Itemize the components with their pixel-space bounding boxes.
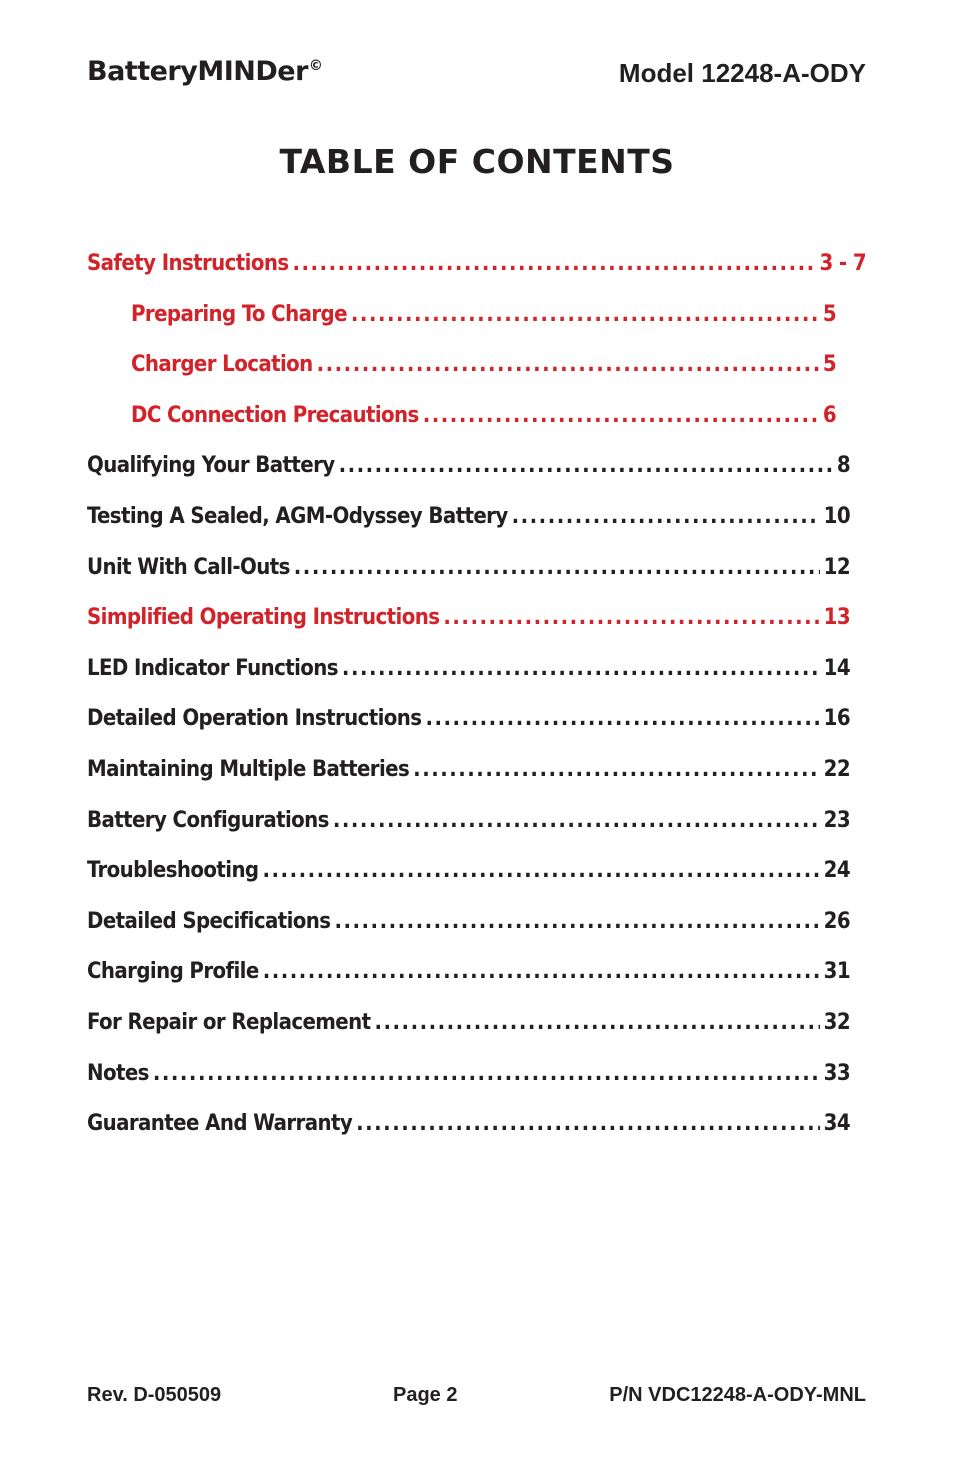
toc-leader-dots [375,1006,820,1040]
toc-entry-page: 14 [823,655,850,681]
toc-leader-dots [356,1107,820,1141]
toc-entry[interactable] [87,500,850,534]
toc-entry[interactable] [87,955,850,989]
toc-entry-page: 22 [823,757,850,782]
toc-leader-dots [263,955,820,989]
toc-leader-dots [317,348,819,382]
toc-entry-label: Safety Instructions [87,251,289,276]
toc-entry[interactable] [87,702,850,736]
toc-entry[interactable] [87,1057,850,1091]
toc-leader-dots [334,905,819,939]
toc-leader-dots [342,652,820,686]
page-title: TABLE OF CONTENTS [279,142,675,181]
toc-entry-page: 5 [822,301,836,327]
toc-entry-page: 34 [823,1111,850,1137]
toc-entry[interactable] [87,1006,850,1040]
brand-logo [87,56,322,87]
toc-entry[interactable] [87,551,850,585]
toc-entry-page: 16 [823,706,850,732]
toc-entry-page: 5 [822,352,836,378]
toc-entry-label: Notes [87,1060,149,1086]
toc-entry-label: Qualifying Your Battery [87,453,335,479]
toc-leader-dots [294,551,820,585]
footer-page-number: Page 2 [393,1384,458,1406]
toc-entry-label: Battery Configurations [87,807,329,833]
toc-entry-page: 3 - 7 [819,251,866,276]
toc-entry-page: 8 [836,453,850,479]
toc-leader-dots [333,804,820,838]
toc-entry-label: Testing A Sealed, AGM-Odyssey Battery [87,504,508,529]
toc-leader-dots [153,1057,820,1091]
toc-entry-page: 32 [823,1010,850,1035]
toc-entry[interactable] [131,298,836,332]
toc-leader-dots [443,601,819,635]
copyright-mark: © [308,58,323,74]
footer-part-number: P/N VDC12248-A-ODY-MNL [609,1384,866,1406]
toc-entry[interactable] [87,905,850,939]
toc-entry[interactable] [87,753,850,787]
toc-entry[interactable] [87,652,850,686]
toc-entry-page: 13 [823,605,850,631]
toc-entry-label: Detailed Operation Instructions [87,706,422,732]
toc-entry-page: 6 [822,402,836,428]
toc-entry-label: Simplified Operating Instructions [87,605,440,631]
brand-name: BatteryMINDer [87,56,308,87]
toc-entry[interactable] [131,399,836,433]
toc-entry[interactable] [87,247,866,281]
toc-entry-label: Charging Profile [87,959,259,985]
toc-entry-label: Unit With Call-Outs [87,554,290,580]
toc-entry-page: 12 [823,554,850,580]
toc-entry[interactable] [87,1107,850,1141]
toc-entry-label: Troubleshooting [87,858,259,884]
toc-leader-dots [512,500,820,534]
toc-leader-dots [351,298,819,332]
toc-leader-dots [263,854,820,888]
toc-entry-label: DC Connection Precautions [131,402,419,428]
toc-entry-label: Preparing To Charge [131,301,347,327]
toc-entry[interactable] [87,601,850,635]
toc-entry-page: 26 [823,908,850,934]
toc-entry-label: LED Indicator Functions [87,655,338,681]
toc-entry[interactable] [131,348,836,382]
footer-revision: Rev. D-050509 [87,1384,222,1406]
toc-entry-page: 24 [823,858,850,884]
toc-entry-label: Detailed Specifications [87,908,331,934]
toc-leader-dots [426,702,820,736]
toc-entry-label: Charger Location [131,352,313,378]
toc-entry-label: Maintaining Multiple Batteries [87,757,410,782]
toc-entry-label: Guarantee And Warranty [87,1111,353,1137]
toc-entry-page: 10 [823,504,850,529]
toc-entry-page: 23 [823,807,850,833]
toc-leader-dots [339,449,833,483]
toc-entry[interactable] [87,449,850,483]
toc-leader-dots [423,399,819,433]
toc-leader-dots [293,247,816,281]
model-number: Model 12248-A-ODY [618,58,866,88]
toc-entry-label: For Repair or Replacement [87,1010,371,1035]
toc-entry[interactable] [87,854,850,888]
toc-entry-page: 31 [823,959,850,985]
toc-entry-page: 33 [823,1060,850,1086]
toc-leader-dots [413,753,819,787]
toc-entry[interactable] [87,804,850,838]
